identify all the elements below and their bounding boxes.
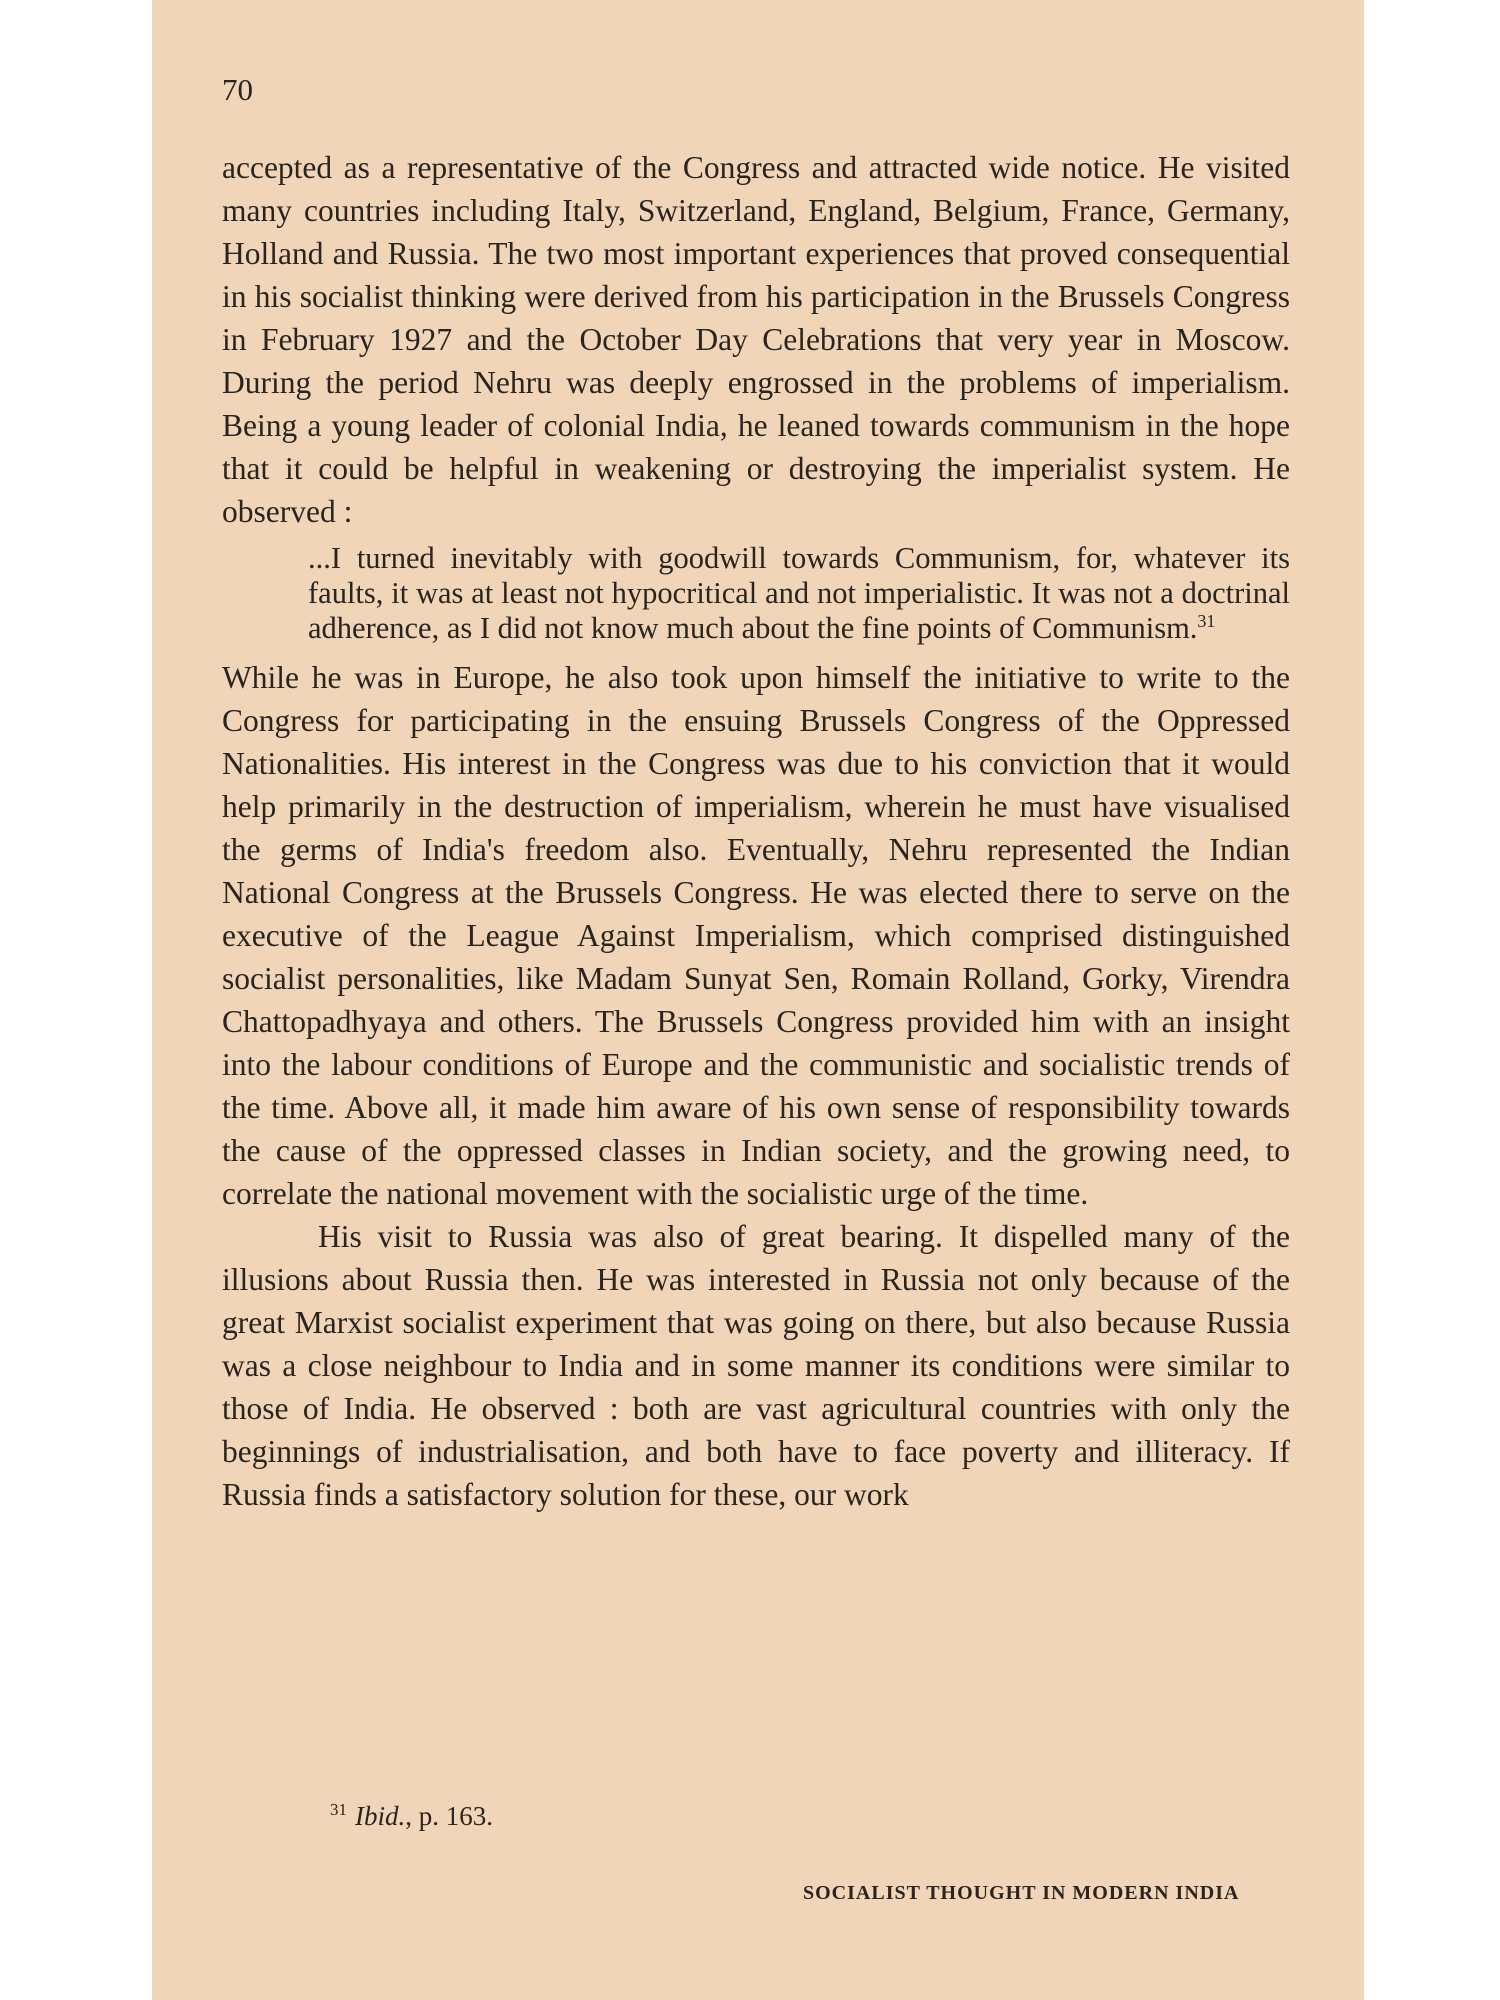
- book-page: [152, 0, 1364, 2000]
- paragraph-3: His visit to Russia was also of great bearing. It dispelled many of the illusions about Russia then. He was interested in Russia not only because of the great Marxist socialist experiment that was going on there, but also because Russia was a close neighbour to India and in some manner its conditions were similar to those of India. He observed : both are vast agricultural countries with only the beginnings of industrialisation, and both have to face poverty and illiteracy. If Russia finds a satisfactory solution for these, our work: [222, 1219, 1290, 1512]
- paragraph-1: accepted as a representative of the Congress and attracted wide notice. He visited many countries including Italy, Switzerland, England, Belgium, France, Germany, Holland and Russia. The two most important experiences that proved consequential in his socialist thinking were derived from his participation in the Brussels Congress in February 1927 and the October Day Celebrations that very year in Moscow. During the period Nehru was deeply engrossed in the problems of imperialism. Being a young leader of colonial India, he leaned towards communism in the hope that it could be helpful in weakening or destroying the imperialist system. He observed :: [222, 150, 1290, 529]
- running-footer-title: SOCIALIST THOUGHT IN MODERN INDIA: [803, 1882, 1240, 1904]
- quote-footnote-ref: 31: [1197, 610, 1216, 631]
- block-quote: [308, 541, 1290, 646]
- paragraph-2: While he was in Europe, he also took upon himself the initiative to write to the Congress for participating in the ensuing Brussels Congress of the Oppressed Nationalities. His interest in the Congress was due to his conviction that it would help primarily in the destruction of imperialism, wherein he must have visualised the germs of India's freedom also. Eventually, Nehru represented the Indian National Congress at the Brussels Congress. He was elected there to serve on the executive of the League Against Imperialism, which comprised distinguished socialist personalities, like Madam Sunyat Sen, Romain Rolland, Gorky, Virendra Chattopadhyaya and others. The Brussels Congress provided him with an insight into the labour conditions of Europe and the communistic and socialistic trends of the time. Above all, it made him aware of his own sense of responsibility towards the cause of the oppressed classes in Indian society, and the growing need, to correlate the national movement with the socialistic urge of the time.: [222, 660, 1290, 1211]
- footnote: [330, 1801, 493, 1832]
- footnote-source: Ibid.: [355, 1801, 406, 1831]
- footnote-page: , p. 163.: [405, 1801, 493, 1831]
- page-number: 70: [222, 72, 253, 107]
- footnote-number: 31: [330, 1800, 347, 1819]
- body-text: [222, 146, 1290, 1516]
- quote-text: ...I turned inevitably with goodwill towards Communism, for, whatever its faults, it was at least not hypocritical and not imperialistic. It was not a doctrinal adherence, as I did not know much about the fine points of Communism.: [308, 541, 1290, 645]
